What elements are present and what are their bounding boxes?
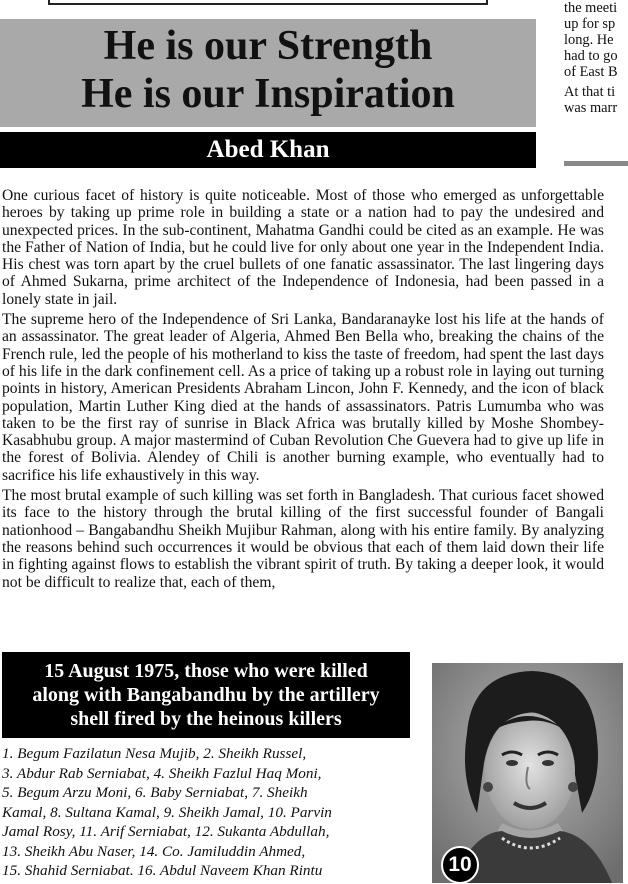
victims-caption (2, 652, 410, 738)
victims-line: 1. Begum Fazilatun Nesa Mujib, 2. Sheikh Russel, (2, 745, 307, 762)
side-line: long. He (564, 32, 614, 48)
victims-line: Kamal, 8. Sultana Kamal, 9. Sheikh Jamal, 10. Parvin (2, 803, 332, 821)
paragraph: One curious facet of history is quite noticeable. Most of those who emerged as unforgettable heroes by taking up prime role in building a state or a nation had to pay the undesired and unexpected prices. In the sub-continent, Mahatma Gandhi could be cited as an example. He was the Father of Nation of India, but he could live for only about one year in the Independent India. His chest was torn apart by the cruel bullets of one fanatic assassinator. The last lingering days of Ahmed Sukarna, prime architect of the Independence of Indonesia, had been passed in a lonely state in jail. (2, 187, 604, 308)
victims-line: 5. Begum Arzu Moni, 6. Baby Serniabat, 7. Sheikh (2, 784, 308, 801)
victims-line: Jamal Rosy, 11. Arif Serniabat, 12. Sukanta Abdullah, (2, 823, 330, 840)
side-line: At that ti (564, 84, 616, 100)
paragraph: The supreme hero of the Independence of Sri Lanka, Bandaranayke lost his life at the hands of an assassinator. The great leader of Algeria, Ahmed Ben Bella who, breaking the chains of the French rule, led the people of his motherland to kiss the taste of freedom, had spent the last days of his life in the dark confinement cell. As a price of taking up a robust role in laying out turning points in history, American Presidents Abraham Lincon, John F. Kennedy, and the icon of black population, Martin Luther King died at the hands of assassinators. Patris Lumumba who was taken to be the first ray of sunrise in Black Africa was brutally killed by Moshe Shombey-Kasabhubu group. A major mastermind of Cuban Revolution Che Guevera had to give up life in the forest of Bolivia. Alendey of Chili is another burning example, who eventually had to sacrifice his life exhaustively in this way. (2, 311, 604, 484)
side-column-rule (564, 161, 628, 166)
side-line: was marr (564, 100, 618, 116)
caption-line-1: 15 August 1975, those who were killed (44, 660, 368, 682)
side-line: had to go (564, 48, 618, 64)
caption-line-3: shell fired by the heinous killers (70, 708, 342, 730)
caption-line-2: along with Bangabandhu by the artillery (32, 684, 380, 706)
victims-list (2, 744, 412, 881)
headline-line-2: He is our Inspiration (81, 71, 455, 117)
victims-line: 15. Shahid Serniabat. 16. Abdul Naveem Khan Rintu (2, 862, 323, 879)
headline-line-1: He is our Strength (103, 23, 433, 69)
author-byline: Abed Khan (0, 132, 536, 168)
photo-number-badge: 10 (441, 846, 479, 884)
side-line: up for sp (564, 16, 616, 32)
side-line: the meeti (564, 0, 618, 16)
paragraph: The most brutal example of such killing was set forth in Bangladesh. That curious facet showed its face to the history through the brutal killing of the first successful founder of Bangali nationhood – Bangabandhu Sheikh Mujibur Rahman, along with his entire family. By analyzing the reasons behind such occurrences it would be obvious that each of them laid down their life in fighting against flows to establish the vibrant spirit of truth. By taking a deeper look, it would not be difficult to realize that, each of them, (2, 487, 604, 591)
victims-line: 3. Abdur Rab Serniabat, 4. Sheikh Fazlul Haq Moni, (2, 764, 322, 782)
side-line: of East B (564, 64, 618, 80)
victims-line: 13. Sheikh Abu Naser, 14. Co. Jamiluddin Ahmed, (2, 842, 306, 860)
top-frame-rule (48, 0, 488, 5)
article-body (2, 187, 604, 594)
side-column-fragment (564, 0, 628, 140)
headline (0, 22, 536, 118)
